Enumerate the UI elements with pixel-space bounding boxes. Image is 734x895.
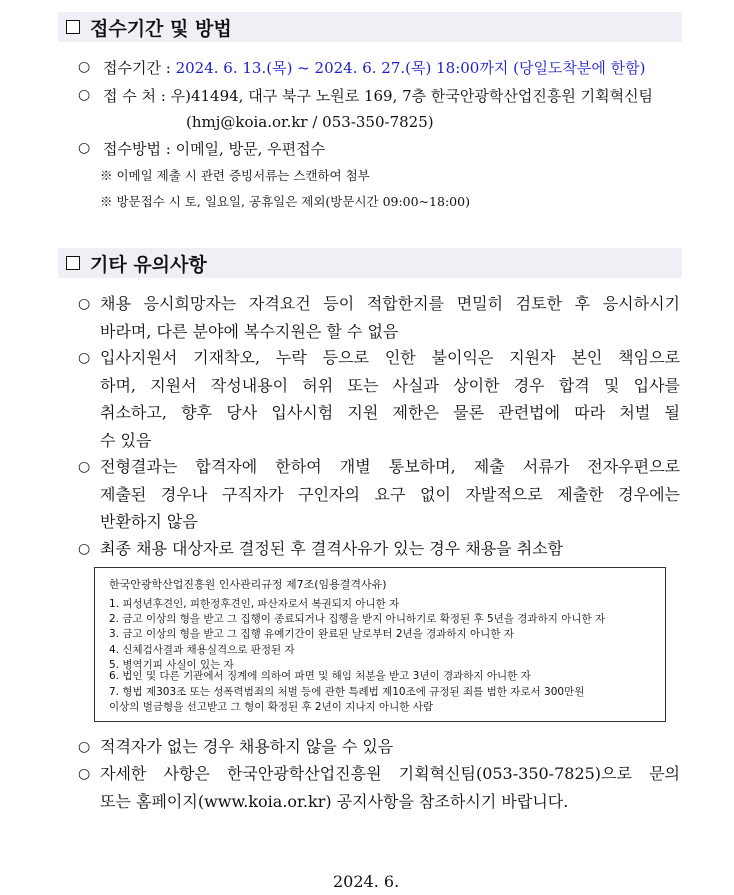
notice-line: 바라며, 다른 분야에 복수지원은 할 수 없음	[100, 321, 399, 341]
bullet-icon: ○	[78, 140, 91, 156]
section-title: 기타 유의사항	[90, 253, 207, 276]
method-label: 접수방법 :	[103, 140, 171, 158]
section-header-notes	[58, 248, 682, 278]
notice-line: 전형결과는 합격자에 한하여 개별 통보하며, 제출 서류가 전자우편으로	[100, 457, 680, 476]
bullet-icon: ○	[78, 739, 91, 755]
place-label: 접 수 처 :	[103, 87, 166, 105]
note-visit: ※ 방문접수 시 토, 일요일, 공휴일은 제외(방문시간 09:00~18:00)	[100, 194, 470, 209]
regulation-item: 5. 병역기피 사실이 있는 자	[109, 659, 234, 671]
notice-line: 자세한 사항은 한국안광학산업진흥원 기획혁신팀(053-350-7825)으로 문의	[100, 764, 680, 783]
notice-item-1	[100, 290, 680, 345]
notice-line: 적격자가 없는 경우 채용하지 않을 수 있음	[100, 737, 394, 756]
document-date: 2024. 6.	[333, 872, 400, 891]
note-email: ※ 이메일 제출 시 관련 증빙서류는 스캔하여 첨부	[100, 168, 370, 183]
place-value: 우)41494, 대구 북구 노원로 169, 7층 한국안광학산업진흥원 기획혁신팀	[170, 87, 654, 105]
bullet-icon: ○	[78, 350, 91, 366]
section-header-application	[58, 12, 682, 42]
bullet-icon: ○	[78, 459, 91, 475]
regulation-item: 6. 법인 및 다른 기관에서 징계에 의하여 파면 및 해임 처분을 받고 3년이 경과하지 아니한 자	[109, 670, 531, 682]
method-row	[103, 138, 325, 160]
notice-line: 수 있음	[100, 430, 152, 450]
regulation-item: 이상의 벌금형을 선고받고 그 형이 확정된 후 2년이 지나지 아니한 사람	[109, 701, 434, 713]
notice-line: 하며, 지원서 작성내용이 허위 또는 사실과 상이한 경우 합격 및 입사를	[100, 375, 680, 395]
method-value: 이메일, 방문, 우편접수	[175, 140, 326, 158]
bullet-icon: ○	[78, 296, 91, 312]
notice-line: 또는 홈페이지(www.koia.or.kr) 공지사항을 참조하시기 바랍니다.	[100, 791, 569, 811]
regulation-item: 4. 신체검사결과 채용실격으로 판정된 자	[109, 644, 295, 656]
bullet-icon: ○	[78, 59, 91, 75]
regulation-box	[94, 567, 666, 722]
notice-line: 반환하지 않음	[100, 512, 198, 531]
regulation-item: 3. 금고 이상의 형을 받고 그 집행 유예기간이 완료된 날로부터 2년을 경과하지 아니한 자	[109, 628, 514, 640]
notice-line: 제출된 경우나 구직자가 구인자의 요구 없이 자발적으로 제출한 경우에는	[100, 484, 680, 504]
regulation-title: 한국안광학산업진흥원 인사관리규정 제7조(임용결격사유)	[109, 578, 387, 591]
notice-line: 취소하고, 향후 당사 입사시험 지원 제한은 물론 관련법에 따라 처벌 될	[100, 403, 680, 422]
notice-item-3	[100, 453, 680, 536]
regulation-item: 1. 피성년후견인, 피한정후견인, 파산자로서 복권되지 아니한 자	[109, 598, 400, 610]
period-label: 접수기간 :	[103, 59, 171, 77]
section-title: 접수기간 및 방법	[90, 17, 232, 40]
notice-item-4	[100, 535, 680, 563]
notice-item-5	[100, 733, 680, 761]
regulation-item: 7. 형법 제303조 또는 성폭력범죄의 처벌 등에 관한 특례법 제10조에 규정된 죄를 범한 자로서 300만원	[109, 686, 585, 698]
period-value: 2024. 6. 13.(목) ~ 2024. 6. 27.(목) 18:00까지 (당일도착분에 한함)	[175, 59, 646, 77]
bullet-icon: ○	[78, 541, 91, 557]
contact-line: (hmj@koia.or.kr / 053-350-7825)	[186, 113, 434, 131]
notice-line: 입사지원서 기재착오, 누락 등으로 인한 불이익은 지원자 본인 책임으로	[100, 348, 680, 367]
bullet-icon: ○	[78, 87, 91, 103]
notice-line: 최종 채용 대상자로 결정된 후 결격사유가 있는 경우 채용을 취소함	[100, 539, 564, 558]
notice-item-6	[100, 760, 680, 815]
checkbox-square-icon	[66, 256, 80, 270]
bullet-icon: ○	[78, 766, 91, 782]
place-row	[103, 85, 653, 107]
notice-line: 채용 응시희망자는 자격요건 등이 적합한지를 면밀히 검토한 후 응시하시기	[100, 294, 680, 313]
notice-item-2	[100, 344, 680, 454]
period-row	[103, 57, 646, 79]
regulation-item: 2. 금고 이상의 형을 받고 그 집행이 종료되거나 집행을 받지 아니하기로 확정된 후 5년을 경과하지 아니한 자	[109, 613, 606, 625]
checkbox-square-icon	[66, 20, 80, 34]
